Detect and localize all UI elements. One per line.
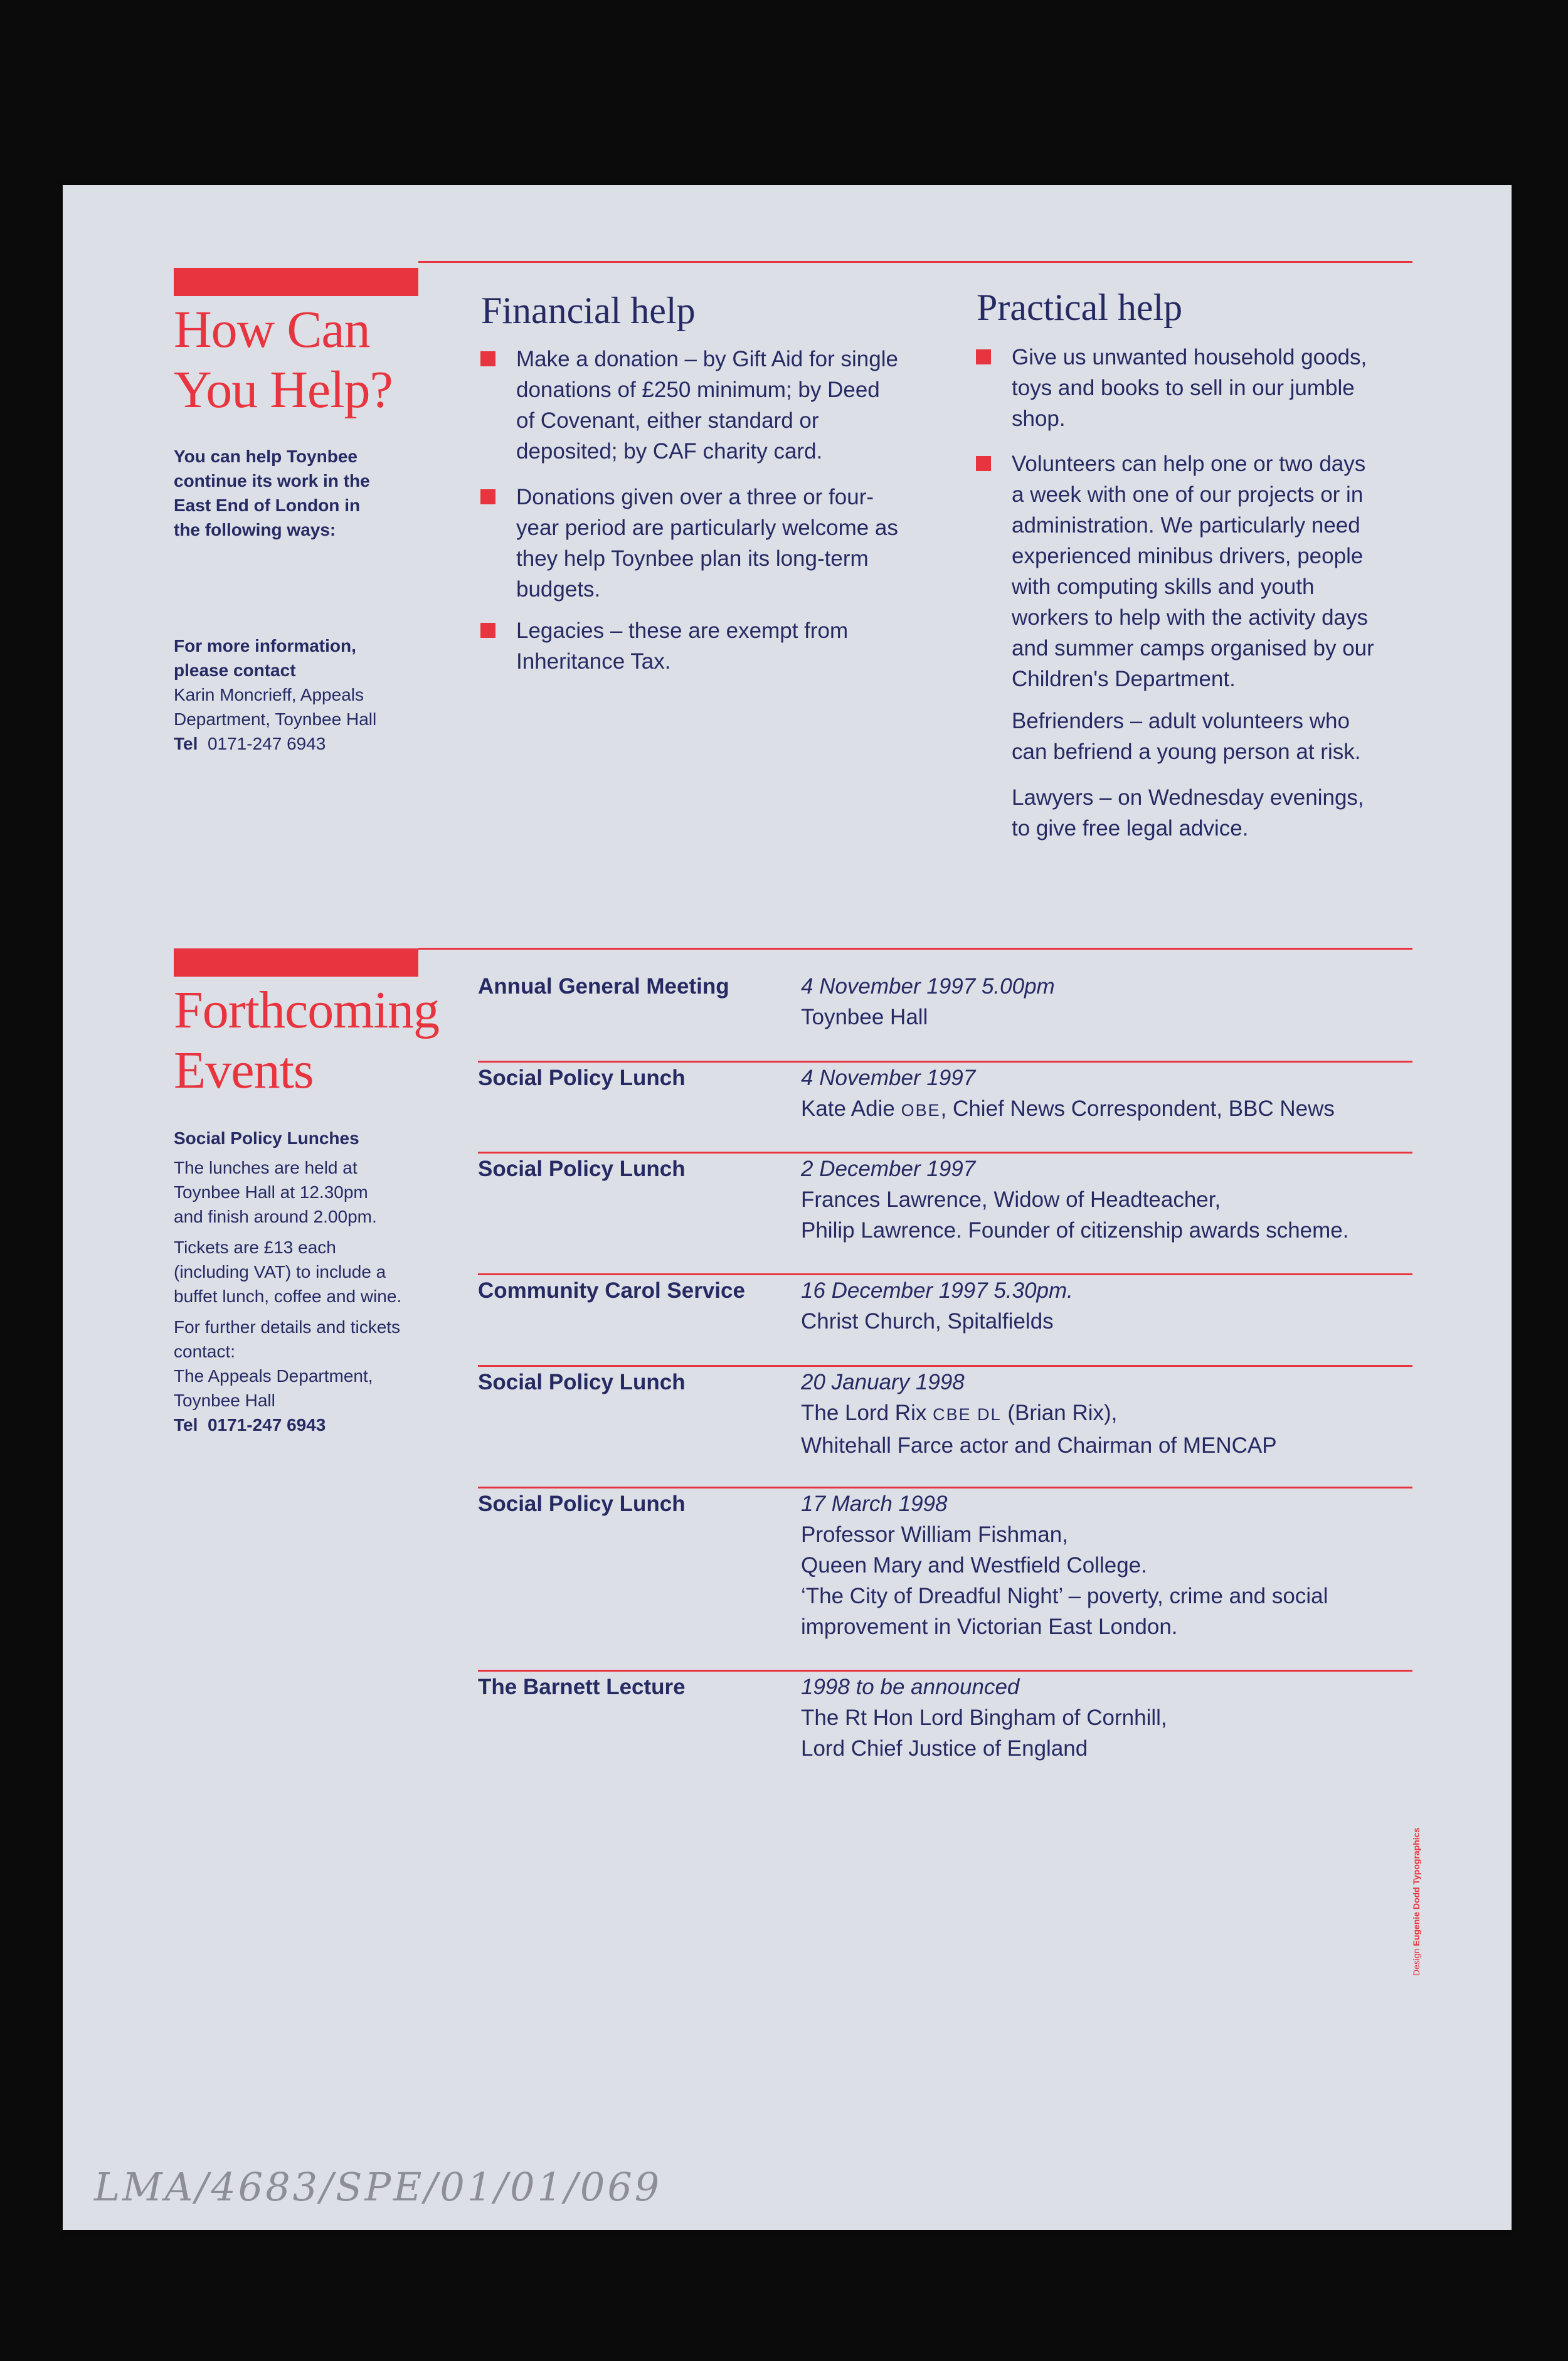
events-sidebar — [174, 1126, 425, 1437]
sidebar-line: buffet lunch, coffee and wine. — [174, 1287, 402, 1306]
event-detail — [801, 1488, 1403, 1642]
item-line: of Covenant, either standard or — [516, 408, 819, 433]
events-title-line2: Events — [174, 1041, 314, 1100]
event-line: Queen Mary and Westfield College. — [801, 1553, 1147, 1578]
item-line: workers to help with the activity days — [1012, 605, 1369, 630]
event-date: 2 December 1997 — [801, 1157, 976, 1181]
section-marker-help — [174, 268, 418, 296]
item-line: year period are particularly welcome as — [516, 516, 898, 540]
section-rule-help — [418, 261, 1412, 263]
paragraph-line: can befriend a young person at risk. — [1012, 740, 1361, 764]
contact-tel — [174, 731, 418, 756]
section-rule-events — [418, 948, 1412, 950]
help-intro-line: You can help Toynbee — [174, 447, 358, 466]
item-line: administration. We particularly need — [1012, 513, 1360, 538]
honours: CBE DL — [933, 1405, 1002, 1424]
financial-item — [516, 615, 955, 677]
paragraph-line: Lawyers – on Wednesday evenings, — [1012, 785, 1364, 810]
help-intro-line: East End of London in — [174, 496, 361, 515]
event-title: Community Carol Service — [478, 1278, 745, 1303]
item-line: Volunteers can help one or two days — [1012, 452, 1366, 476]
bullet-icon — [480, 489, 495, 504]
sidebar-line: (including VAT) to include a — [174, 1262, 386, 1281]
section-marker-events — [174, 948, 418, 977]
event-line-text: , Chief News Correspondent, BBC News — [940, 1096, 1335, 1121]
event-date: 16 December 1997 5.30pm. — [801, 1278, 1073, 1303]
sidebar-line: Toynbee Hall — [174, 1391, 275, 1410]
item-line: deposited; by CAF charity card. — [516, 439, 823, 464]
financial-item — [516, 482, 968, 605]
item-line: toys and books to sell in our jumble — [1012, 376, 1355, 400]
item-line: Make a donation – by Gift Aid for single — [516, 347, 898, 371]
events-tel — [174, 1413, 425, 1437]
bullet-icon — [976, 349, 991, 364]
item-line: budgets. — [516, 577, 601, 602]
financial-heading: Financial help — [481, 290, 696, 331]
event-date: 17 March 1998 — [801, 1492, 948, 1516]
event-line: Lord Chief Justice of England — [801, 1736, 1088, 1761]
design-credit — [1411, 1828, 1421, 1976]
item-line: Children's Department. — [1012, 667, 1236, 691]
bullet-icon — [480, 351, 495, 366]
tel-number: 0171-247 6943 — [207, 1415, 326, 1435]
event-title: Social Policy Lunch — [478, 1157, 686, 1181]
item-line: a week with one of our projects or in — [1012, 482, 1364, 507]
event-detail — [801, 1367, 1403, 1461]
item-line: Inheritance Tax. — [516, 649, 671, 674]
bullet-icon — [480, 623, 495, 638]
item-line: donations of £250 minimum; by Deed — [516, 378, 880, 402]
events-title-line1: Forthcoming — [174, 981, 439, 1039]
tel-number: 0171-247 6943 — [207, 734, 326, 753]
event-line: The Rt Hon Lord Bingham of Cornhill, — [801, 1706, 1167, 1730]
paragraph-line: Befrienders – adult volunteers who — [1012, 709, 1350, 733]
event-title: Social Policy Lunch — [478, 1066, 686, 1090]
event-title: Social Policy Lunch — [478, 1492, 686, 1516]
contact-heading-line: please contact — [174, 661, 296, 680]
financial-item — [516, 344, 955, 467]
item-line: they help Toynbee plan its long-term — [516, 546, 869, 571]
event-detail — [801, 1275, 1403, 1337]
tel-label: Tel — [174, 734, 198, 753]
tel-label: Tel — [174, 1415, 198, 1435]
sidebar-line: Tickets are £13 each — [174, 1238, 336, 1257]
item-line: and summer camps organised by our — [1012, 636, 1374, 661]
sidebar-line: For further details and tickets — [174, 1317, 401, 1337]
help-title — [174, 300, 437, 420]
event-date: 1998 to be announced — [801, 1675, 1020, 1699]
help-intro — [174, 444, 412, 542]
practical-heading: Practical help — [977, 287, 1183, 328]
help-title-line1: How Can — [174, 300, 370, 359]
paragraph-line: to give free legal advice. — [1012, 816, 1249, 841]
event-date: 20 January 1998 — [801, 1370, 965, 1394]
contact-line: Department, Toynbee Hall — [174, 709, 377, 729]
event-line: Christ Church, Spitalfields — [801, 1309, 1054, 1334]
event-line-text: (Brian Rix), — [1001, 1401, 1118, 1425]
contact-line: Karin Moncrieff, Appeals — [174, 685, 364, 704]
event-line: improvement in Victorian East London. — [801, 1615, 1178, 1639]
sidebar-line: The Appeals Department, — [174, 1366, 373, 1386]
event-date: 4 November 1997 5.00pm — [801, 974, 1055, 999]
practical-item — [1012, 448, 1426, 694]
archive-reference: LMA/4683/SPE/01/01/069 — [94, 2164, 662, 2210]
lunch-heading: Social Policy Lunches — [174, 1128, 359, 1148]
item-line: shop. — [1012, 406, 1066, 431]
event-line: Philip Lawrence. Founder of citizenship awards scheme. — [801, 1218, 1349, 1243]
item-line: Donations given over a three or four- — [516, 485, 874, 509]
event-line: Frances Lawrence, Widow of Headteacher, — [801, 1187, 1221, 1212]
event-line: Professor William Fishman, — [801, 1522, 1068, 1547]
event-title: Social Policy Lunch — [478, 1370, 686, 1394]
sidebar-line: contact: — [174, 1342, 236, 1361]
event-detail — [801, 1672, 1403, 1764]
contact-heading-line: For more information, — [174, 636, 356, 655]
honours: OBE — [901, 1101, 941, 1120]
event-line: Toynbee Hall — [801, 1005, 928, 1029]
event-line: Whitehall Farce actor and Chairman of MENCAP — [801, 1433, 1277, 1458]
event-line: ‘The City of Dreadful Night’ – poverty, crime and social — [801, 1584, 1328, 1608]
item-line: experienced minibus drivers, people — [1012, 544, 1364, 568]
sidebar-line: and finish around 2.00pm. — [174, 1207, 377, 1226]
help-intro-line: continue its work in the — [174, 471, 370, 491]
help-contact — [174, 634, 418, 756]
events-title — [174, 980, 450, 1101]
event-title: Annual General Meeting — [478, 974, 729, 999]
item-line: Give us unwanted household goods, — [1012, 345, 1367, 369]
sidebar-line: Toynbee Hall at 12.30pm — [174, 1182, 368, 1202]
event-line-text: Kate Adie — [801, 1096, 901, 1121]
event-detail — [801, 971, 1403, 1032]
event-line — [801, 1093, 1403, 1126]
event-date: 4 November 1997 — [801, 1066, 976, 1090]
bullet-icon — [976, 456, 991, 471]
event-title: The Barnett Lecture — [478, 1675, 686, 1699]
practical-paragraph — [1012, 782, 1426, 844]
event-detail — [801, 1063, 1403, 1126]
help-intro-line: the following ways: — [174, 520, 336, 539]
credit-designer: Eugenie Dodd Typographics — [1411, 1827, 1421, 1946]
event-detail — [801, 1154, 1403, 1246]
item-line: with computing skills and youth — [1012, 575, 1315, 599]
practical-paragraph — [1012, 706, 1426, 767]
sidebar-line: The lunches are held at — [174, 1158, 358, 1177]
item-line: Legacies – these are exempt from — [516, 618, 849, 643]
event-line-text: The Lord Rix — [801, 1401, 933, 1425]
practical-item — [1012, 342, 1426, 434]
help-title-line2: You Help? — [174, 361, 393, 419]
event-line — [801, 1398, 1403, 1430]
credit-label: Design — [1411, 1948, 1421, 1976]
